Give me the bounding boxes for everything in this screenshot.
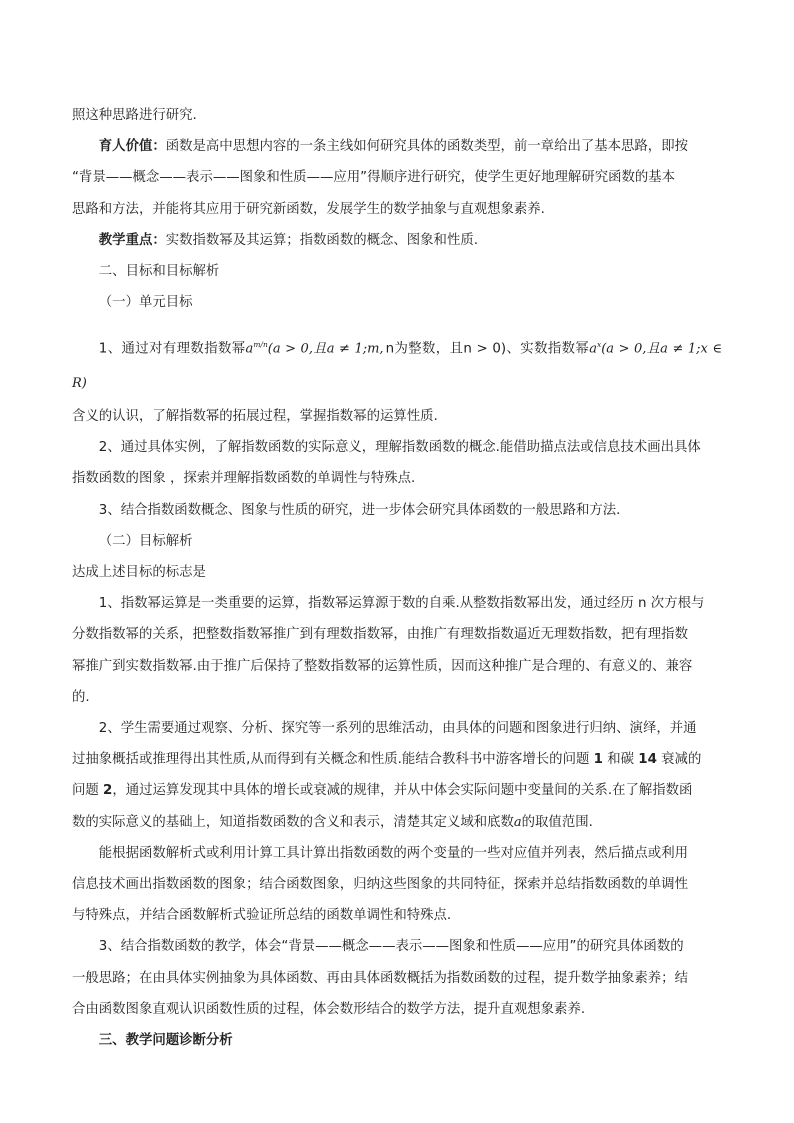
goal-1-prefix: 1、通过对有理数指数幂 — [98, 341, 246, 357]
goal-1-math-cond-1: (a > 0,且a ≠ 1;m, — [267, 341, 384, 357]
section-3-title: 三、教学问题诊断分析 — [98, 1032, 233, 1048]
goal-1-line-1 — [72, 328, 722, 400]
paragraph-continuation: 照这种思路进行研究. — [72, 108, 197, 123]
goal-1-math-exp-1: m/n — [253, 340, 268, 350]
goal-2-line-1: 2、通过具体实例，了解指数函数的实际意义，理解指数函数的概念.能借助描点法或信息技术画出具体 — [98, 440, 701, 456]
value-text-1: 函数是高中思想内容的一条主线如何研究具体的函数类型，前一章给出了基本思路，即按 — [165, 139, 688, 155]
problem-number-2: 2 — [103, 783, 113, 799]
goal-1-math-exp-2: x — [596, 340, 602, 350]
analysis-2-line-4 — [72, 807, 722, 838]
value-label: 育人价值： — [98, 139, 166, 155]
analysis-3-line-2: 信息技术画出指数函数的图象；结合函数图象，归纳这些图象的共同特征，探索并总结指数函数的单调性 — [72, 876, 688, 892]
carbon-number: 14 — [638, 752, 657, 768]
analysis-4-line-2: 一般思路；在由具体实例抽象为具体函数、再由具体函数概括为指数函数的过程，提升数学抽象素养；结 — [72, 970, 688, 986]
analysis-2-line-3 — [72, 775, 722, 806]
goal-1-math-base-2: a — [589, 341, 597, 357]
analysis-2-line-3-post: ，通过运算发现其中具体的增长或衰减的规律，并从中体会实际问题中变量间的关系.在了解指数函 — [112, 783, 693, 799]
paragraph-value — [72, 131, 722, 162]
paragraph-value-line3: 思路和方法，并能将其应用于研究新函数，发展学生的数学抽象与直观想象素养. — [72, 201, 545, 217]
goal-3: 3、结合指数函数概念、图象与性质的研究，进一步体会研究具体函数的一般思路和方法. — [98, 502, 621, 518]
goal-1-mid: n为整数，且n > 0)、实数指数幂 — [385, 341, 590, 357]
analysis-2-line-2 — [72, 744, 722, 775]
analysis-2-line-2-pre: 过抽象概括或推理得出其性质,从而得到有关概念和性质.能结合教科书中游客增长的问题 — [72, 752, 590, 768]
analysis-2-line-2-post: 衰减的 — [661, 752, 702, 768]
analysis-2-line-4-pre: 数的实际意义的基础上，知道指数函数的含义和表示，清楚其定义域和底数 — [72, 814, 514, 830]
analysis-1-line-1: 1、指数幂运算是一类重要的运算，指数幂运算源于数的自乘.从整数指数幂出发，通过经历 n 次方根与 — [98, 596, 705, 612]
analysis-intro: 达成上述目标的标志是 — [72, 564, 206, 580]
analysis-4-line-1: 3、结合指数函数的教学，体会“背景——概念——表示——图象和性质——应用”的研究具体函数的 — [98, 939, 684, 955]
analysis-1-line-2: 分数指数幂的关系，把整数指数幂推广到有理数指数幂，由推广有理数指数逼近无理数指数，把有理指数 — [72, 627, 688, 643]
paragraph-key-points — [72, 225, 722, 256]
paragraph-value-line2: “背景——概念——表示——图象和性质——应用”得顺序进行研究，使学生更好地理解研究函数的基本 — [72, 170, 676, 186]
analysis-2-line-2-mid: 和碳 — [607, 752, 634, 768]
goal-1-line-2: 含义的认识，了解指数幂的拓展过程，掌握指数幂的运算性质. — [72, 408, 438, 424]
problem-number-1: 1 — [593, 752, 603, 768]
goal-1-math-cond-2: (a > 0,且a ≠ 1;x ∈ R) — [72, 341, 722, 391]
page-content — [72, 100, 722, 1056]
goal-1-math-base-1: a — [245, 341, 254, 357]
analysis-2-line-1: 2、学生需要通过观察、分析、探究等一系列的思维活动，由具体的问题和图象进行归纳、演绎，并通 — [98, 720, 697, 736]
analysis-1-line-3: 幂推广到实数指数幂.由于推广后保持了整数指数幂的运算性质，因而这种推广是合理的、有意义的、兼容 — [72, 658, 693, 674]
section-2-title: 二、目标和目标解析 — [98, 264, 220, 280]
key-text: 实数指数幂及其运算；指数函数的概念、图象和性质. — [165, 232, 478, 248]
analysis-1-line-4: 的. — [72, 689, 90, 705]
key-label: 教学重点： — [98, 232, 166, 248]
base-variable-a: a — [513, 814, 522, 830]
subsection-1-title: （一）单元目标 — [98, 295, 193, 311]
analysis-2-line-4-post: 的取值范围. — [521, 814, 593, 830]
subsection-2-title: （二）目标解析 — [98, 533, 193, 549]
analysis-3-line-1: 能根据函数解析式或利用计算工具计算出指数函数的两个变量的一些对应值并列表，然后描点或利用 — [98, 845, 688, 861]
goal-2-line-2: 指数函数的图象 ，探索并理解指数函数的单调性与特殊点. — [72, 471, 416, 487]
analysis-4-line-3: 合由函数图象直观认识函数性质的过程，体会数形结合的数学方法，提升直观想象素养. — [72, 1001, 586, 1017]
analysis-3-line-3: 与特殊点，并结合函数解析式验证所总结的函数单调性和特殊点. — [72, 908, 452, 924]
analysis-2-line-3-pre: 问题 — [72, 783, 99, 799]
